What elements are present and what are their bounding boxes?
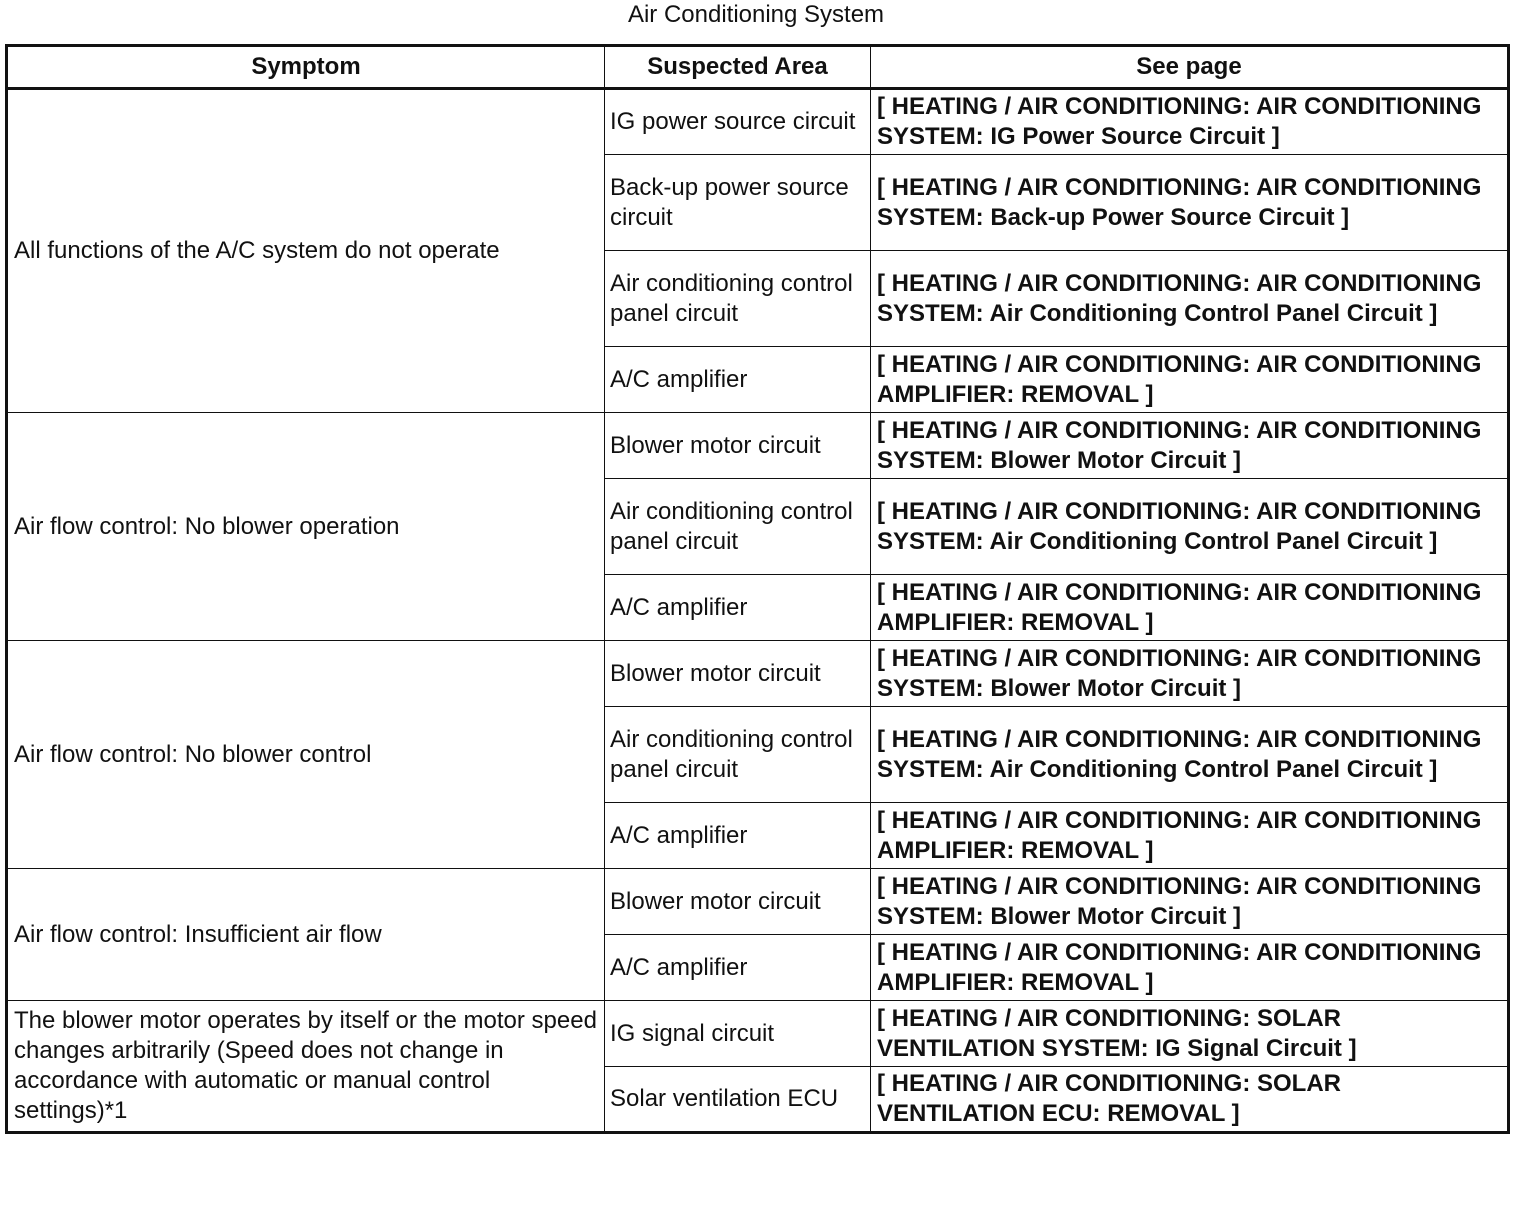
table-header-row <box>7 46 1509 89</box>
suspected-area-cell: A/C amplifier <box>605 935 871 1001</box>
see-page-cell: [ HEATING / AIR CONDITIONING: AIR CONDITIONING SYSTEM: Air Conditioning Control Panel Circuit ] <box>871 707 1509 803</box>
see-page-cell: [ HEATING / AIR CONDITIONING: AIR CONDITIONING AMPLIFIER: REMOVAL ] <box>871 575 1509 641</box>
problem-symptoms-table <box>5 44 1510 1134</box>
suspected-area-cell: Solar ventilation ECU <box>605 1067 871 1133</box>
symptom-cell: All functions of the A/C system do not operate <box>7 89 605 413</box>
suspected-area-cell: Blower motor circuit <box>605 641 871 707</box>
symptom-cell: The blower motor operates by itself or the motor speed changes arbitrarily (Speed does not change in accordance with automatic or manual control settings)*1 <box>7 1001 605 1133</box>
suspected-area-cell: Blower motor circuit <box>605 413 871 479</box>
suspected-area-cell: Air conditioning control panel circuit <box>605 707 871 803</box>
suspected-area-cell: Blower motor circuit <box>605 869 871 935</box>
symptom-cell: Air flow control: No blower control <box>7 641 605 869</box>
suspected-area-cell: IG power source circuit <box>605 89 871 155</box>
symptom-cell: Air flow control: Insufficient air flow <box>7 869 605 1001</box>
see-page-cell: [ HEATING / AIR CONDITIONING: AIR CONDITIONING SYSTEM: Blower Motor Circuit ] <box>871 869 1509 935</box>
page-title: Air Conditioning System <box>627 1 885 28</box>
table-row <box>7 413 1509 479</box>
see-page-cell: [ HEATING / AIR CONDITIONING: AIR CONDITIONING SYSTEM: Blower Motor Circuit ] <box>871 413 1509 479</box>
suspected-area-cell: A/C amplifier <box>605 347 871 413</box>
table-row <box>7 1001 1509 1067</box>
see-page-cell: [ HEATING / AIR CONDITIONING: AIR CONDITIONING SYSTEM: Back-up Power Source Circuit ] <box>871 155 1509 251</box>
see-page-cell: [ HEATING / AIR CONDITIONING: AIR CONDITIONING SYSTEM: Air Conditioning Control Panel Circuit ] <box>871 251 1509 347</box>
see-page-cell: [ HEATING / AIR CONDITIONING: AIR CONDITIONING AMPLIFIER: REMOVAL ] <box>871 803 1509 869</box>
suspected-area-cell: A/C amplifier <box>605 803 871 869</box>
suspected-area-cell: Air conditioning control panel circuit <box>605 479 871 575</box>
table-row <box>7 641 1509 707</box>
see-page-cell: [ HEATING / AIR CONDITIONING: AIR CONDITIONING SYSTEM: Air Conditioning Control Panel Circuit ] <box>871 479 1509 575</box>
header-suspected-area: Suspected Area <box>605 46 871 89</box>
suspected-area-cell: Back-up power source circuit <box>605 155 871 251</box>
symptom-cell: Air flow control: No blower operation <box>7 413 605 641</box>
table-row <box>7 89 1509 155</box>
see-page-cell: [ HEATING / AIR CONDITIONING: AIR CONDITIONING SYSTEM: IG Power Source Circuit ] <box>871 89 1509 155</box>
suspected-area-cell: A/C amplifier <box>605 575 871 641</box>
see-page-cell: [ HEATING / AIR CONDITIONING: AIR CONDITIONING SYSTEM: Blower Motor Circuit ] <box>871 641 1509 707</box>
suspected-area-cell: Air conditioning control panel circuit <box>605 251 871 347</box>
header-symptom: Symptom <box>7 46 605 89</box>
suspected-area-cell: IG signal circuit <box>605 1001 871 1067</box>
table-row <box>7 869 1509 935</box>
see-page-cell: [ HEATING / AIR CONDITIONING: AIR CONDITIONING AMPLIFIER: REMOVAL ] <box>871 935 1509 1001</box>
see-page-cell: [ HEATING / AIR CONDITIONING: AIR CONDITIONING AMPLIFIER: REMOVAL ] <box>871 347 1509 413</box>
header-see-page: See page <box>871 46 1509 89</box>
see-page-cell: [ HEATING / AIR CONDITIONING: SOLAR VENTILATION ECU: REMOVAL ] <box>871 1067 1509 1133</box>
see-page-cell: [ HEATING / AIR CONDITIONING: SOLAR VENTILATION SYSTEM: IG Signal Circuit ] <box>871 1001 1509 1067</box>
